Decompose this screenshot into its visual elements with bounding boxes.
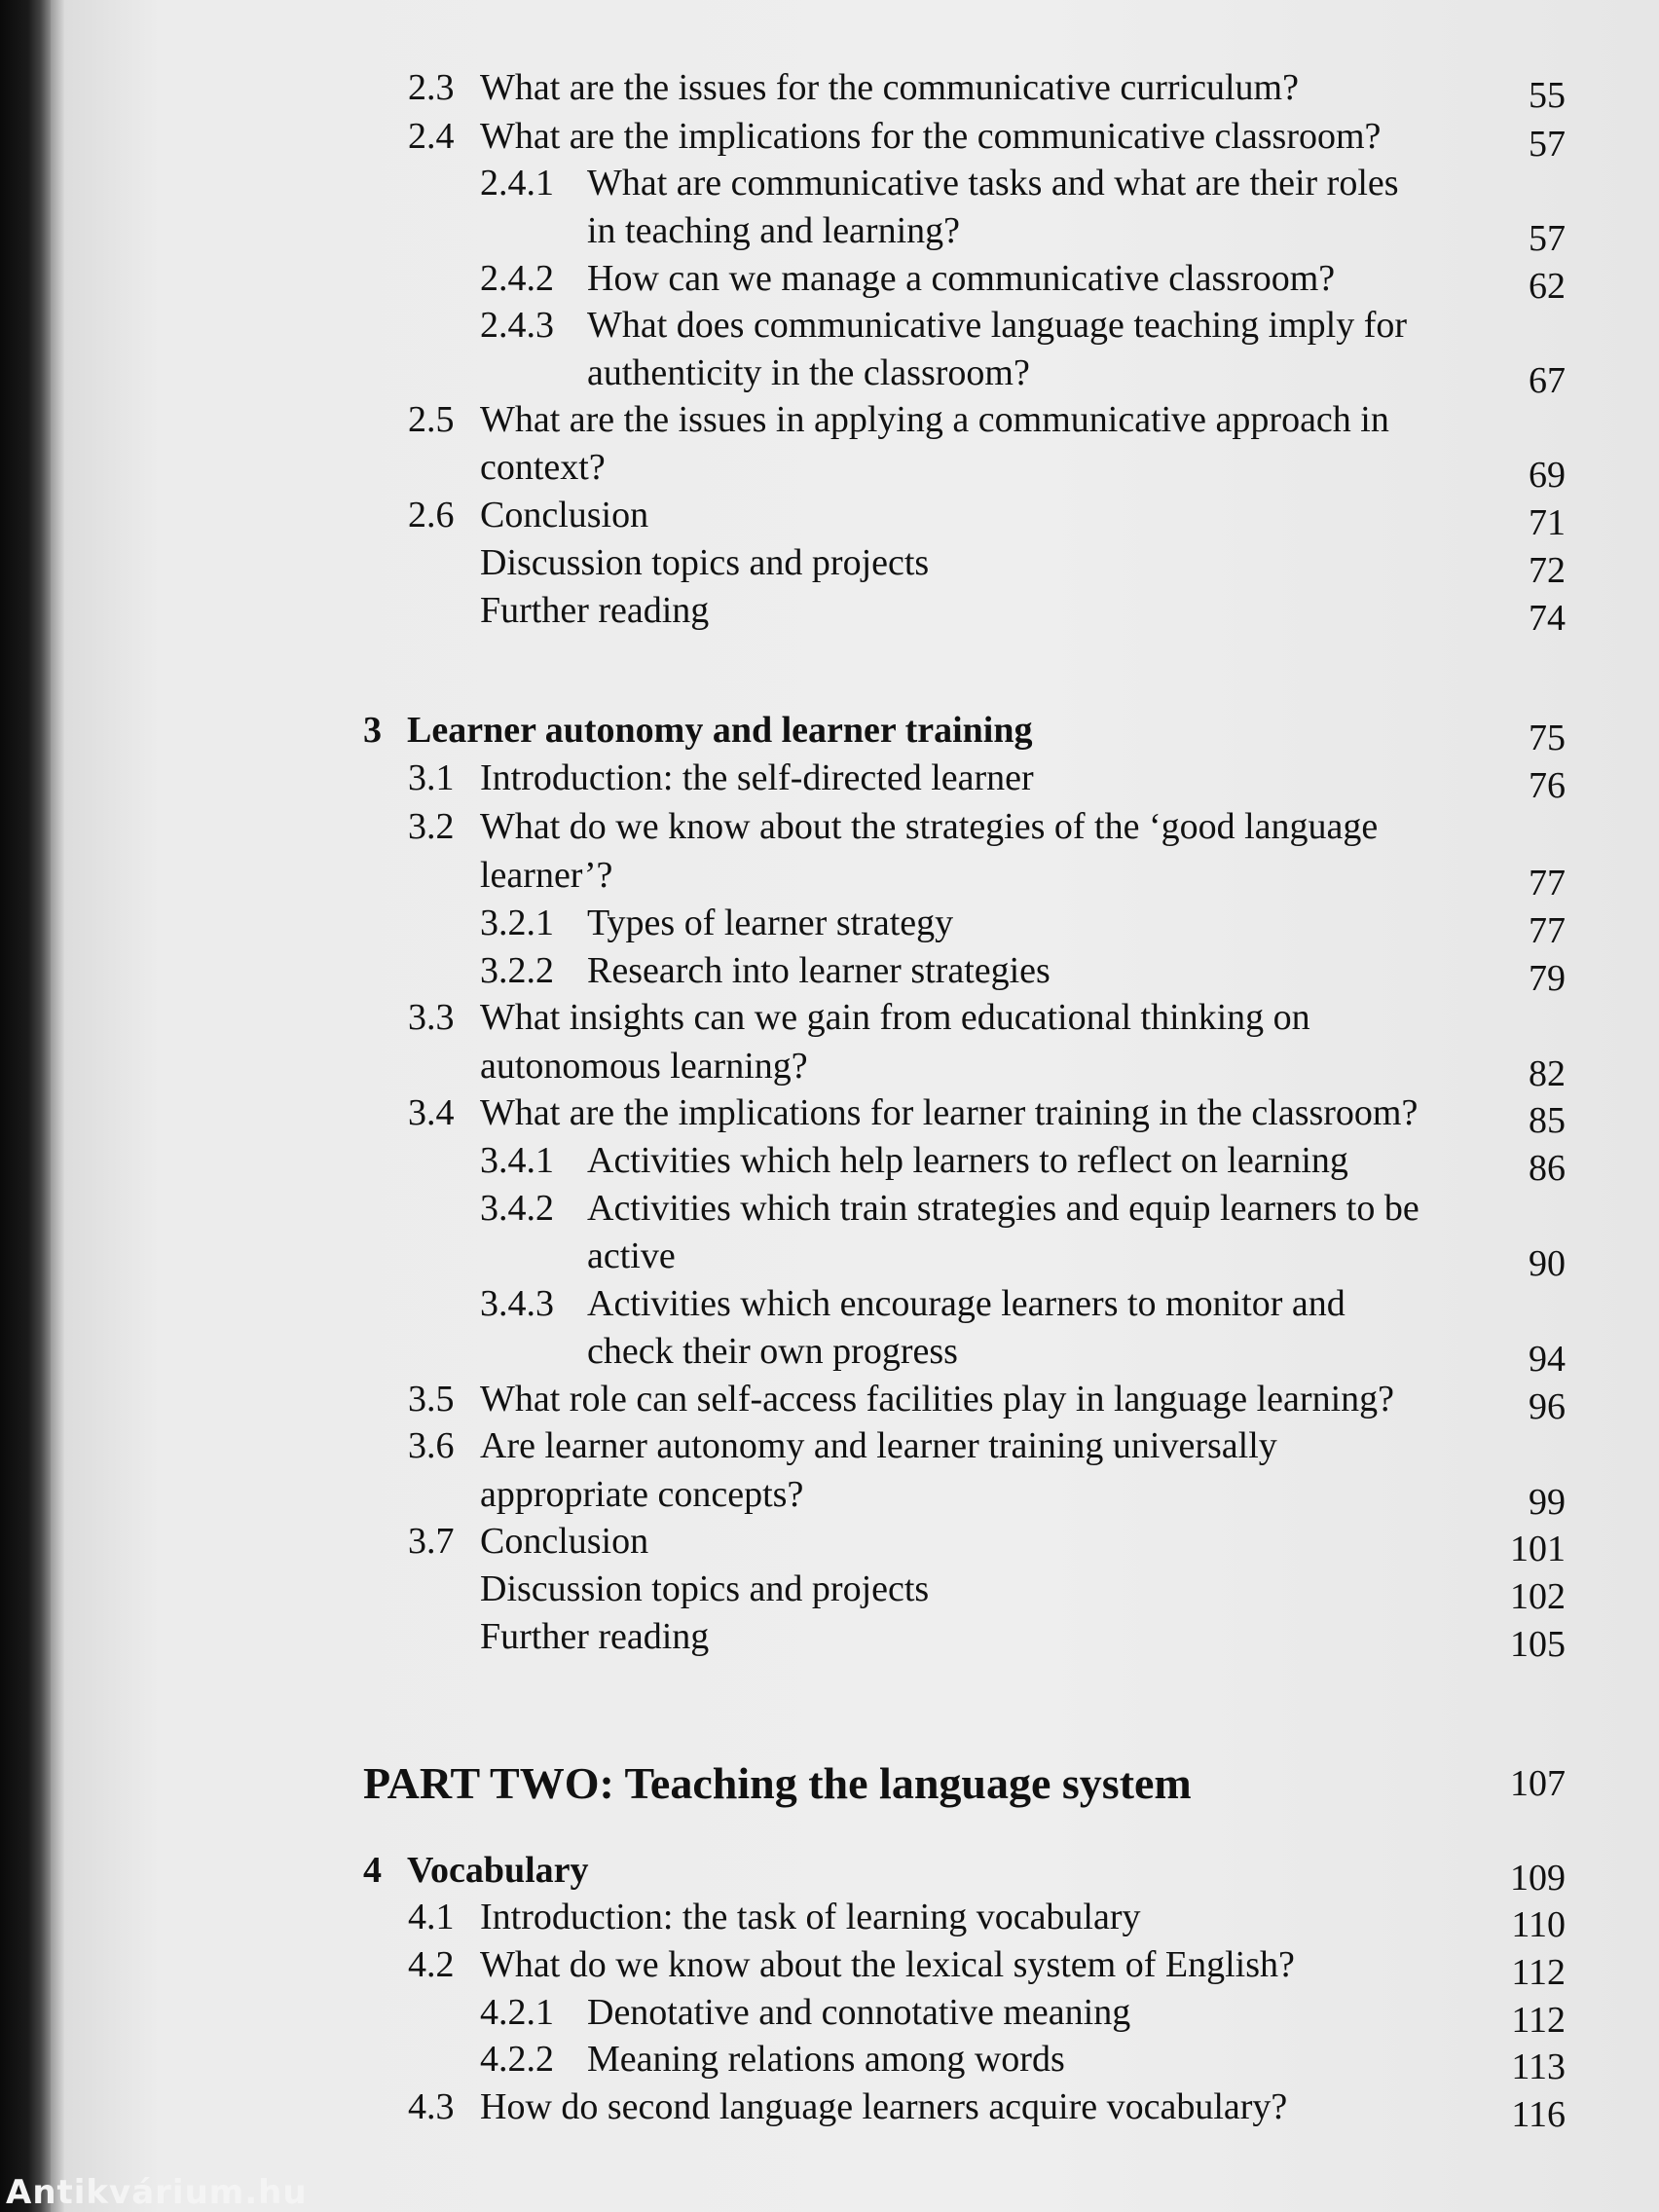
toc-entry-number: 2.5	[408, 399, 455, 440]
toc-entry-number: 3.2.2	[480, 950, 554, 991]
toc-entry-title: How do second language learners acquire vocabulary?	[480, 2086, 1288, 2127]
toc-page-number: 116	[1511, 2094, 1566, 2135]
toc-page-number: 69	[1529, 455, 1566, 496]
toc-entry-title: Research into learner strategies	[587, 950, 1051, 991]
toc-entry-title: in teaching and learning?	[587, 210, 961, 251]
toc-page-number: 82	[1529, 1053, 1566, 1094]
toc-entry-title: What insights can we gain from educational thinking on	[480, 997, 1310, 1038]
toc-entry-title: authenticity in the classroom?	[587, 352, 1030, 393]
toc-entry-number: 4.2.2	[480, 2039, 554, 2080]
toc-entry-title: How can we manage a communicative classroom?	[587, 258, 1336, 299]
toc-entry-number: 3	[363, 710, 382, 751]
toc-entry-title: Are learner autonomy and learner training universally	[480, 1425, 1277, 1466]
toc-page-number: 99	[1529, 1482, 1566, 1523]
toc-entry-title: Types of learner strategy	[587, 903, 954, 943]
toc-entry-title: Introduction: the task of learning vocabulary	[480, 1897, 1141, 1937]
toc-page-number: 112	[1511, 1952, 1566, 1993]
toc-page-number: 101	[1510, 1529, 1566, 1569]
toc-entry-number: 3.2.1	[480, 903, 554, 943]
toc-entry-number: 3.4	[408, 1092, 455, 1133]
toc-entry-number: 3.2	[408, 806, 455, 847]
toc-entry-number: 4.2.1	[480, 1992, 554, 2033]
toc-entry-number: 4.1	[408, 1897, 455, 1937]
toc-page-number: 75	[1529, 718, 1566, 758]
toc-entry-title: autonomous learning?	[480, 1046, 808, 1087]
toc-entry-number: 2.4.2	[480, 258, 554, 299]
toc-entry-title: Discussion topics and projects	[480, 1568, 930, 1609]
toc-entry-number: 3.1	[408, 757, 455, 798]
toc-entry-title: Further reading	[480, 1616, 710, 1657]
toc-page-number: 57	[1529, 124, 1566, 165]
toc-page-number: 94	[1529, 1339, 1566, 1380]
toc-entry-title: Meaning relations among words	[587, 2039, 1065, 2080]
toc-entry-number: 3.4.2	[480, 1188, 554, 1229]
toc-entry-title: Activities which encourage learners to monitor and	[587, 1283, 1346, 1324]
toc-entry-title: What do we know about the strategies of the ‘good language	[480, 806, 1379, 847]
toc-page-number: 96	[1529, 1386, 1566, 1427]
toc-page-number: 76	[1529, 765, 1566, 806]
toc-entry-number: 3.4.3	[480, 1283, 554, 1324]
toc-entry-title: What are communicative tasks and what are their roles	[587, 163, 1399, 203]
toc-entry-title: Denotative and connotative meaning	[587, 1992, 1131, 2033]
toc-page-number: 86	[1529, 1148, 1566, 1189]
toc-page-number: 71	[1529, 502, 1566, 543]
toc-page-number: 55	[1529, 75, 1566, 116]
toc-entry-title: Introduction: the self-directed learner	[480, 757, 1034, 798]
toc-entry-number: 4.2	[408, 1944, 455, 1985]
toc-entry-title: PART TWO: Teaching the language system	[363, 1758, 1192, 1808]
toc-entry-title: check their own progress	[587, 1331, 958, 1372]
toc-page-number: 77	[1529, 863, 1566, 903]
toc-page-number: 105	[1510, 1624, 1566, 1665]
toc-entry-title: Activities which help learners to reflect on learning	[587, 1140, 1348, 1181]
toc-entry-title: What role can self-access facilities play in language learning?	[480, 1379, 1394, 1419]
toc-entry-title: Vocabulary	[407, 1850, 589, 1891]
toc-entry-title: learner’?	[480, 855, 613, 896]
toc-entry-title: What are the issues for the communicative curriculum?	[480, 67, 1299, 108]
toc-entry-title: Learner autonomy and learner training	[407, 710, 1033, 751]
toc-entry-title: What are the implications for the communicative classroom?	[480, 116, 1382, 157]
toc-entry-title: context?	[480, 447, 606, 488]
toc-entry-number: 3.4.1	[480, 1140, 554, 1181]
toc-entry-title: Conclusion	[480, 495, 649, 535]
toc-entry-title: active	[587, 1235, 676, 1276]
toc-page-number: 62	[1529, 266, 1566, 307]
watermark: Antikvárium.hu	[6, 2173, 308, 2212]
toc-page-number: 102	[1510, 1576, 1566, 1617]
toc-entry-number: 4	[363, 1850, 382, 1891]
toc-page-number: 72	[1529, 550, 1566, 591]
toc-page-number: 109	[1510, 1858, 1566, 1899]
toc-page-number: 85	[1529, 1100, 1566, 1141]
toc-entry-title: What do we know about the lexical system of English?	[480, 1944, 1295, 1985]
toc-entry-number: 2.4.3	[480, 305, 554, 346]
toc-entry-title: What are the implications for learner training in the classroom?	[480, 1092, 1419, 1133]
toc-entry-number: 2.4	[408, 116, 455, 157]
toc-page-number: 107	[1510, 1763, 1566, 1804]
toc-entry-number: 3.3	[408, 997, 455, 1038]
toc-entry-number: 3.6	[408, 1425, 455, 1466]
toc-page-number: 113	[1511, 2046, 1566, 2087]
toc-entry-title: Conclusion	[480, 1521, 649, 1562]
toc-page-number: 57	[1529, 218, 1566, 259]
toc-entry-title: Further reading	[480, 590, 710, 631]
toc-entry-title: What are the issues in applying a communicative approach in	[480, 399, 1389, 440]
toc-entry-number: 2.4.1	[480, 163, 554, 203]
toc-page-number: 74	[1529, 598, 1566, 639]
toc-entry-title: Activities which train strategies and equip learners to be	[587, 1188, 1419, 1229]
toc-entry-number: 2.6	[408, 495, 455, 535]
toc-entry-title: appropriate concepts?	[480, 1474, 804, 1515]
toc-entry-number: 3.5	[408, 1379, 455, 1419]
toc-page-number: 67	[1529, 360, 1566, 401]
toc-entry-number: 2.3	[408, 67, 455, 108]
toc-page-number: 77	[1529, 910, 1566, 951]
toc-page-number: 90	[1529, 1243, 1566, 1284]
toc-entry-number: 4.3	[408, 2086, 455, 2127]
toc-entry-title: Discussion topics and projects	[480, 542, 930, 583]
toc-entry-number: 3.7	[408, 1521, 455, 1562]
toc-entry-title: What does communicative language teaching imply for	[587, 305, 1408, 346]
toc-page-number: 79	[1529, 958, 1566, 999]
toc-page-number: 112	[1511, 2000, 1566, 2041]
toc-page-number: 110	[1511, 1904, 1566, 1945]
